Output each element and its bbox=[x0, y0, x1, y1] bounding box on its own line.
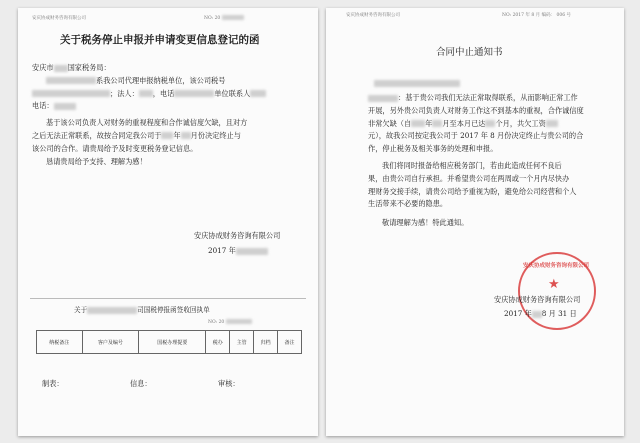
notice-p3: 敬请理解为感！特此通知。 bbox=[382, 218, 469, 228]
seal-star-icon: ★ bbox=[548, 277, 560, 292]
paragraph-1-line-2: ；法人： ，电话 单位联系人 bbox=[32, 88, 310, 101]
notice-p1-line-3: 非常欠缺（自 年 月至本月已达 个月，共欠工资 bbox=[368, 118, 618, 131]
right-signature-company: 安庆协成财务咨询有限公司 bbox=[494, 295, 581, 304]
left-title: 关于税务停止申报并申请变更信息登记的函 bbox=[60, 34, 260, 46]
notice-p2-line-1: 我们将同时报备给相应税务部门，若由此造成任何不良后 bbox=[382, 160, 562, 170]
left-signature-date: 2017 年 bbox=[208, 245, 268, 258]
receipt-table bbox=[36, 330, 302, 354]
receipt-footer-prepared: 制表： bbox=[42, 379, 64, 388]
receipt-header-cell: 税办 bbox=[206, 331, 230, 354]
receipt-number: NO: 20 bbox=[208, 319, 252, 325]
left-divider bbox=[30, 298, 306, 299]
paragraph-3: 恳请贵局给予支持、理解为感！ bbox=[46, 156, 147, 166]
notice-p2-line-2: 果，由贵公司自行承担。并希望贵公司在两周或一个月内尽快办 bbox=[368, 173, 570, 183]
receipt-footer-info: 信息： bbox=[130, 379, 152, 388]
seal-text: 安庆协成财务咨询有限公司 bbox=[523, 263, 590, 269]
left-document-page bbox=[18, 8, 318, 436]
left-header-company: 安庆协成财务咨询有限公司 bbox=[32, 16, 86, 21]
notice-p1-line-4: 元），故我公司按定我公司于 2017 年 8 月份决定终止与贵公司的合 bbox=[368, 131, 584, 141]
left-signature-company: 安庆协成财务咨询有限公司 bbox=[194, 231, 281, 240]
receipt-footer-review: 审核： bbox=[218, 379, 240, 388]
receipt-header-cell: 国税办理提要 bbox=[139, 331, 206, 354]
notice-p2-line-4: 生活带来不必要的隐患。 bbox=[368, 199, 448, 209]
right-title: 合同中止通知书 bbox=[436, 47, 503, 58]
receipt-title: 关于 司国税停报函签收回执单 bbox=[74, 306, 210, 314]
receipt-header-cell: 纳税备注 bbox=[37, 331, 83, 354]
right-signature-date: 2017 年 8 月 31 日 bbox=[504, 309, 577, 318]
receipt-header-cell: 主管 bbox=[230, 331, 254, 354]
receipt-header-row bbox=[37, 331, 302, 354]
notice-p2-line-3: 理财务交接手续，请贵公司给予重视为盼，避免给公司经营和个人 bbox=[368, 186, 577, 196]
paragraph-2-line-1: 基于该公司负责人对财务的重视程度和合作诚信度欠缺，且对方 bbox=[46, 118, 248, 128]
salutation: 安庆市 国家税务局： bbox=[32, 63, 111, 72]
paragraph-1-line-1: 系我公司代理申报纳税单位，该公司税号 bbox=[32, 75, 310, 88]
left-header-number: NO: 20 bbox=[204, 15, 244, 21]
notice-p1-line-5: 作，停止税务及相关事务的处理和申报。 bbox=[368, 144, 498, 154]
paragraph-2-line-2: 之后无法正常联系，故按合同定我公司于 年 月份决定终止与 bbox=[32, 130, 241, 140]
right-header-number: NO: 2017 年 8 月 编码： 006 号 bbox=[502, 13, 572, 18]
paragraph-2-line-3: 该公司的合作。请贵局给予及时变更税务登记信息。 bbox=[32, 143, 198, 153]
notice-p1-line-1: ：基于贵公司我们无法正常取得联系，从而影响正常工作 bbox=[368, 92, 618, 105]
recipient-name-redacted bbox=[374, 80, 460, 87]
receipt-header-cell: 备注 bbox=[278, 331, 302, 354]
left-letter-body bbox=[32, 62, 310, 168]
paragraph-1-line-3: 电话： bbox=[32, 100, 310, 113]
notice-p1-line-2: 开展，另外贵公司负责人对财务工作这不到基本的重视，合作诚信度 bbox=[368, 105, 584, 115]
right-document-page bbox=[326, 8, 624, 436]
right-header-company: 安庆协成财务咨询有限公司 bbox=[346, 13, 400, 18]
receipt-header-cell: 归档 bbox=[254, 331, 278, 354]
right-notice-body bbox=[368, 92, 618, 230]
receipt-header-cell: 客户及编号 bbox=[82, 331, 138, 354]
